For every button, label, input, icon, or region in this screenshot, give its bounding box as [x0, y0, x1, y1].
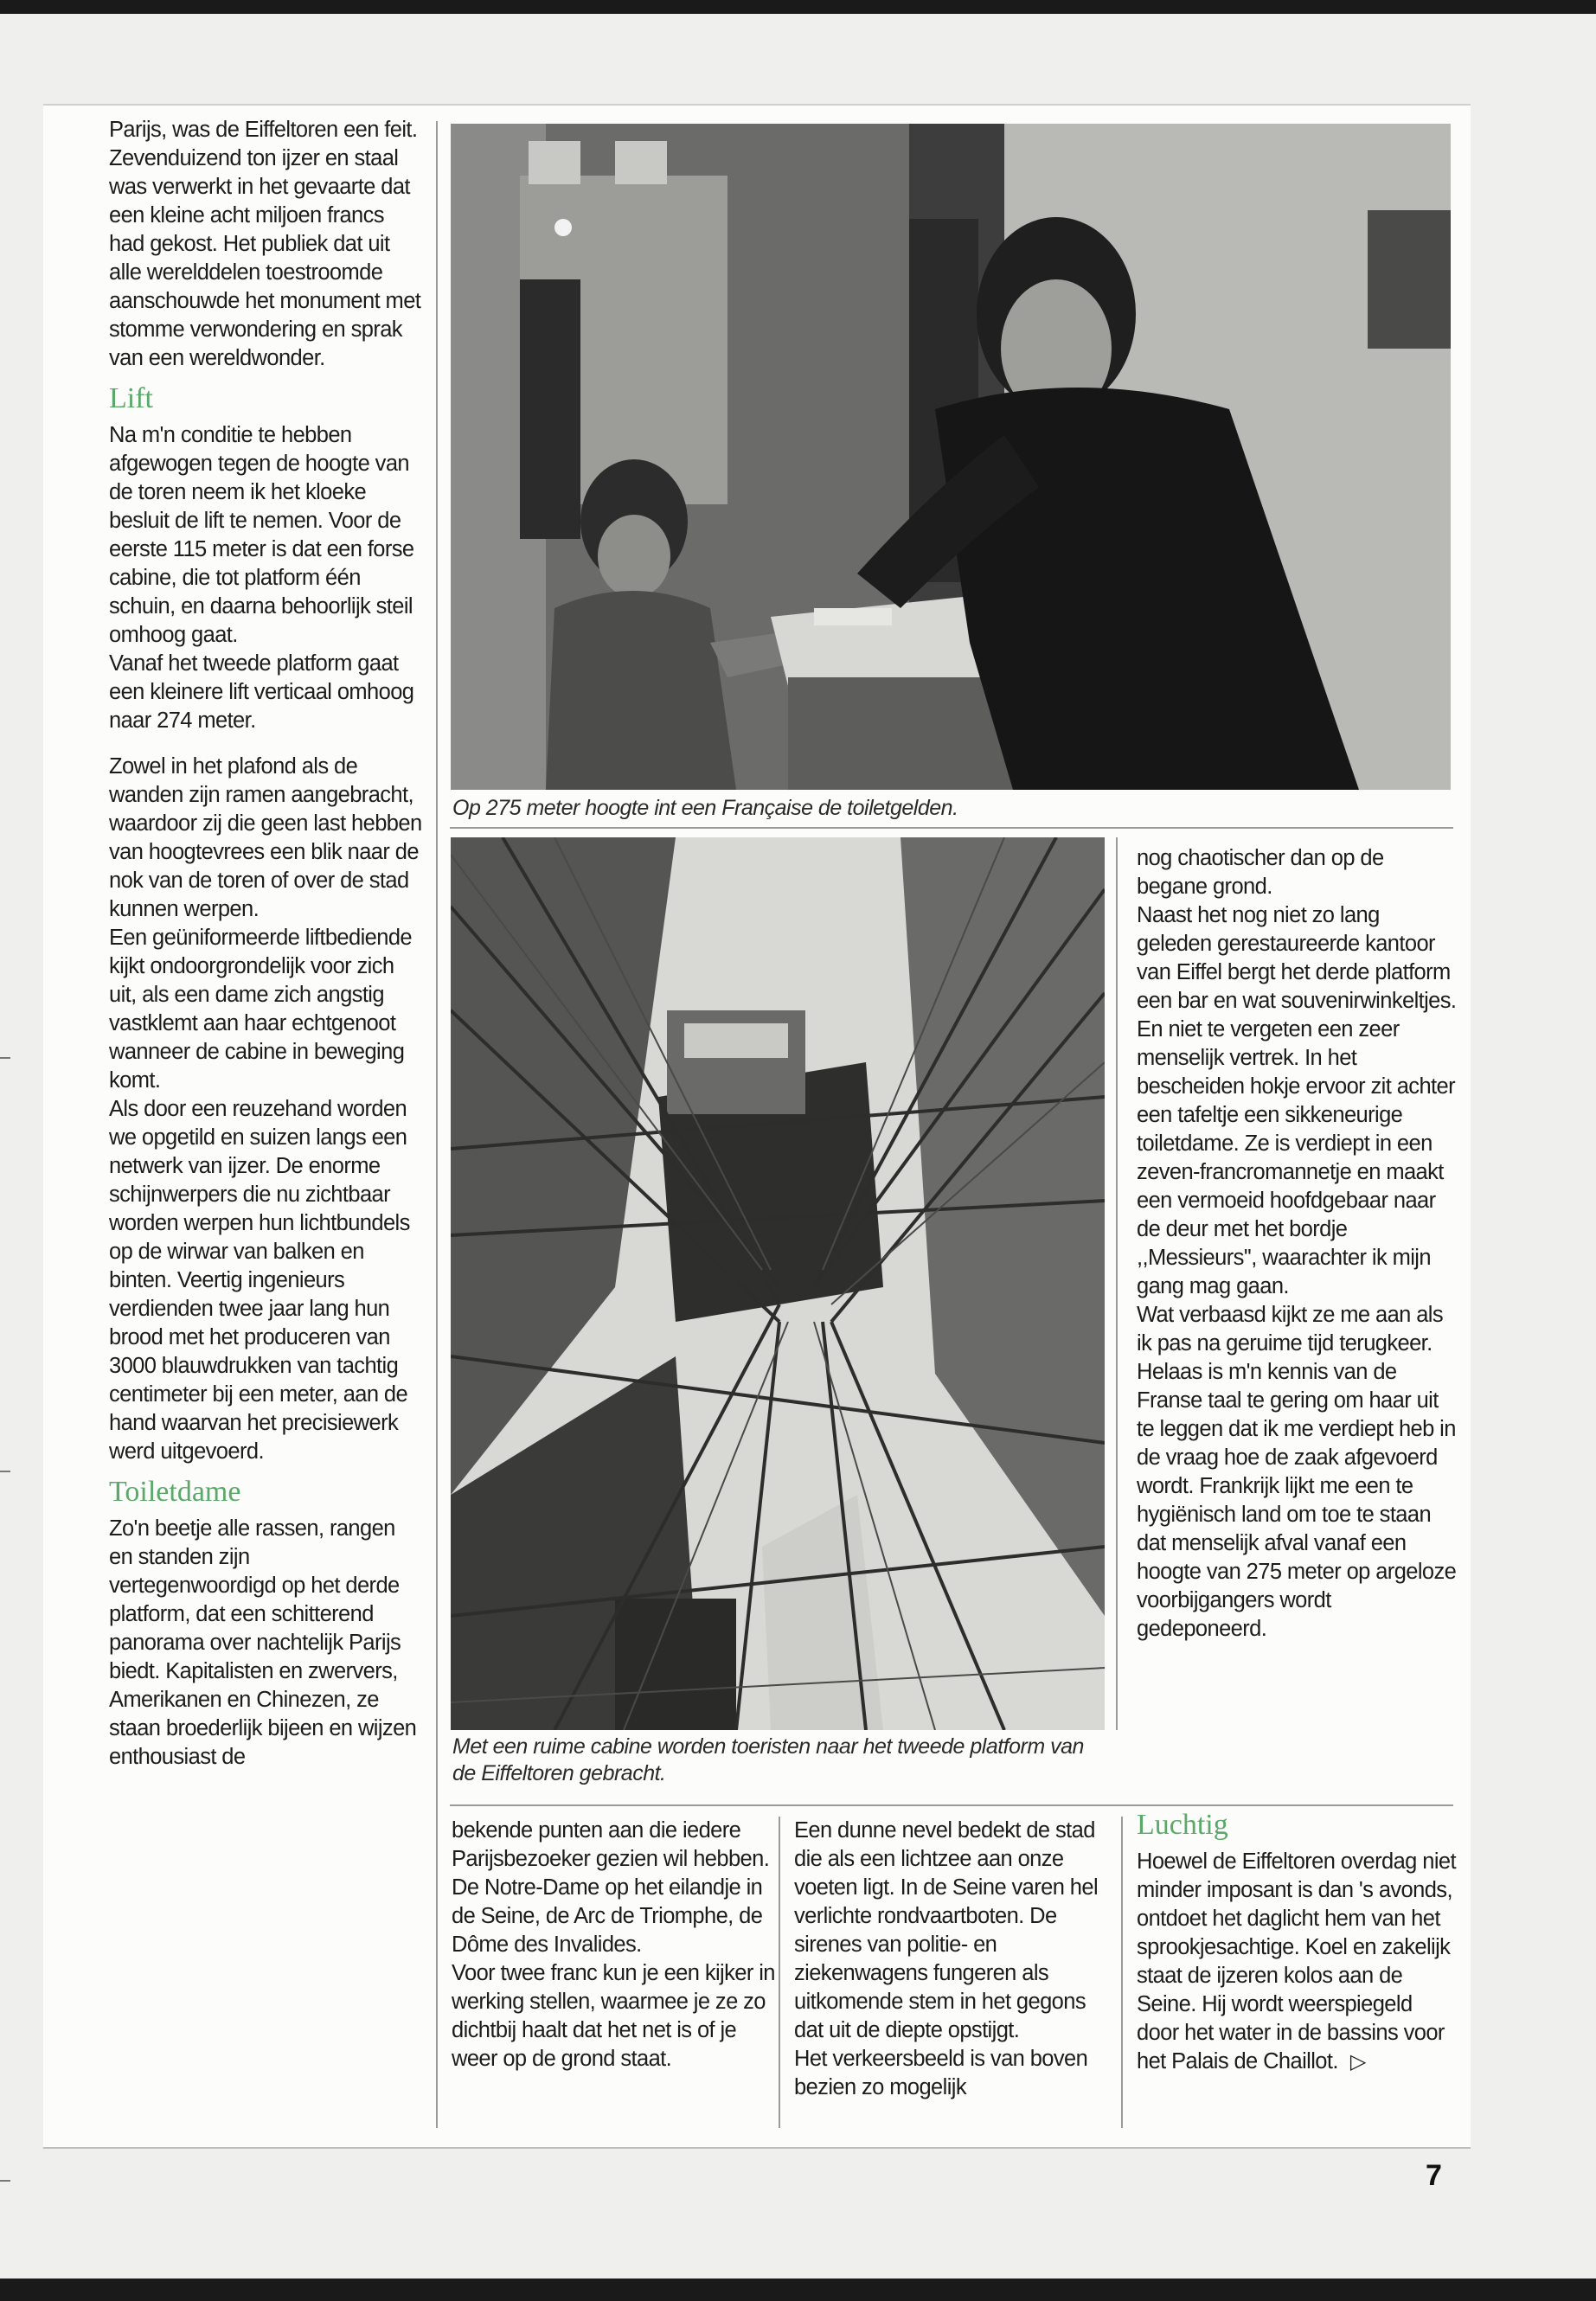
paragraph-text: Hoewel de Eiffeltoren overdag niet minder imposant is dan 's avonds, ontdoet het daglicht hem van het sprookjesachtige. Koel en zakelijk staat de ijzeren kolos aan de Seine. Hij wordt weerspiegeld door het water in de bassins voor het Palais de Chaillot. — [1137, 1849, 1456, 2073]
column-4-bottom — [1137, 1799, 1458, 2076]
paragraph: Vanaf het tweede platform gaat een kleinere lift verticaal omhoog naar 274 meter. — [109, 651, 414, 733]
paragraph: bekende punten aan die iedere Parijsbezoeker gezien wil hebben. De Notre-Dame op het eilandje in de Seine, de Arc de Triomphe, de Dôme des Invalides. — [452, 1818, 770, 1957]
column-divider — [1116, 837, 1118, 1730]
photo-toiletdame-image — [451, 124, 1451, 790]
section-heading-luchtig: Luchtig — [1137, 1809, 1228, 1841]
photo-caption: Op 275 meter hoogte int een Française de toiletgelden. — [452, 796, 958, 820]
paragraph: Wat verbaasd kijkt ze me aan als ik pas na geruime tijd terugkeer. Helaas is m'n kennis van de Franse taal te gering om haar uit te leggen dat ik me verdiept heb in de vraag hoe de zaak afgevoerd wordt. Frankrijk lijkt me een te hygiënisch land om toe te staan dat menselijk afval vanaf een hoogte van 275 meter op argeloze voorbijgangers wordt gedeponeerd. — [1137, 1303, 1457, 1641]
paragraph: Zo'n beetje alle rassen, rangen en standen zijn vertegenwoordigd op het derde platform, dat een schitterend panorama over nachtelijk Parijs biedt. Kapitalisten en zwervers, Amerikanen en Chinezen, ze staan broederlijk bijeen en wijzen enthousiast de — [109, 1516, 417, 1769]
section-heading-toiletdame: Toiletdame — [109, 1476, 241, 1508]
paragraph: Als door een reuzehand worden we opgetild en suizen langs een netwerk van ijzer. De enorme schijnwerpers die nu zichtbaar worden werpen hun lichtbundels op de wirwar van balken en binten. Veertig ingenieurs verdienden twee jaar lang hun brood met het produceren van 3000 blauwdrukken van tachtig centimeter bij een meter, aan de hand waarvan het precisiewerk werd uitgevoerd. — [109, 1097, 410, 1464]
page-number: 7 — [1426, 2159, 1442, 2192]
caption-rule — [450, 827, 1453, 829]
column-1 — [109, 116, 422, 1772]
paragraph: Een geüniformeerde liftbediende kijkt ondoorgrondelijk voor zich uit, als een dame zich angstig vastklemt aan haar echtgenoot wanneer de cabine in beweging komt. — [109, 926, 412, 1093]
paragraph: nog chaotischer dan op de begane grond. — [1137, 846, 1384, 899]
paragraph: Zowel in het plafond als de wanden zijn ramen aangebracht, waardoor zij die geen last hebben van hoogtevrees een blik naar de nok van de toren of over de stad kunnen werpen. — [109, 754, 422, 921]
column-3-bottom — [794, 1817, 1119, 2102]
column-divider — [779, 1817, 780, 2128]
section-heading-lift: Lift — [109, 382, 153, 414]
column-4-top — [1137, 844, 1458, 1644]
continue-arrow-icon: ▷ — [1349, 2050, 1366, 2073]
paragraph: Na m'n conditie te hebben afgewogen tegen de hoogte van de toren neem ik het kloeke besluit de lift te nemen. Voor de eerste 115 meter is dat een forse cabine, die tot platform één schuin, en daarna behoorlijk steil omhoog gaat. — [109, 423, 414, 647]
paragraph: Naast het nog niet zo lang geleden gerestaureerde kantoor van Eiffel bergt het derde platform een bar en wat souvenirwinkeltjes. En niet te vergeten een zeer menselijk vertrek. In het bescheiden hokje ervoor zit achter een tafeltje een sikkeneurige toiletdame. Ze is verdiept in een zeven-francromannetje en maakt een vermoeid hoofdgebaar naar de deur met het bordje ,,Messieurs'', waarachter ik mijn gang mag gaan. — [1137, 903, 1457, 1298]
scan-top-edge — [0, 0, 1596, 14]
photo-caption: Met een ruime cabine worden toeristen naar het tweede platform van de Eiffeltoren gebracht. — [452, 1734, 1084, 1785]
paragraph — [1137, 1848, 1458, 2076]
paragraph: Het verkeersbeeld is van boven bezien zo mogelijk — [794, 2047, 1088, 2099]
scan-margin-mark — [0, 1471, 10, 1472]
photo-toiletdame — [451, 124, 1451, 790]
paragraph: Parijs, was de Eiffeltoren een feit. Zevenduizend ton ijzer en staal was verwerkt in het gevaarte dat een kleine acht miljoen francs had gekost. Het publiek dat uit alle werelddelen toestroomde aanschouwde het monument met stomme verwondering en sprak van een wereldwonder. — [109, 118, 421, 370]
scan-margin-mark — [0, 1057, 10, 1059]
photo-eiffel-lift — [451, 837, 1105, 1730]
photo-eiffel-lift-image — [451, 837, 1105, 1730]
paragraph: Voor twee franc kun je een kijker in werking stellen, waarmee je ze zo dichtbij haalt dat het net is of je weer op de grond staat. — [452, 1961, 775, 2071]
column-divider — [436, 121, 438, 2128]
paragraph: Een dunne nevel bedekt de stad die als een lichtzee aan onze voeten ligt. In de Seine varen hel verlichte rondvaartboten. De sirenes van politie- en ziekenwagens fungeren als uitkomende stem in het gegons dat uit de diepte opstijgt. — [794, 1818, 1099, 2042]
scan-bottom-edge — [0, 2279, 1596, 2301]
scan-margin-mark — [0, 2180, 10, 2182]
column-2-bottom — [452, 1817, 777, 2073]
column-divider — [1121, 1817, 1123, 2128]
